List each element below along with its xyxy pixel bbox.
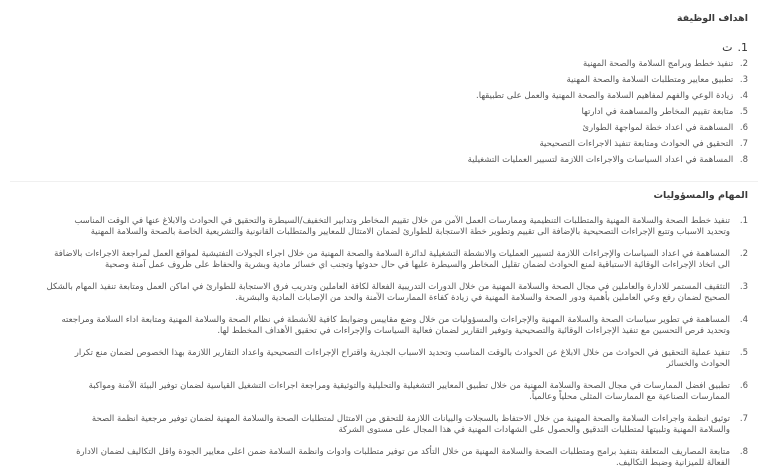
item-number: 5.: [739, 348, 748, 358]
section-divider: [10, 181, 758, 182]
list-item: [248, 88, 748, 104]
item-line: الحوادث والخسائر: [666, 359, 730, 369]
tasks-heading: المهام والمسؤوليات: [653, 190, 748, 201]
list-item: [30, 348, 748, 370]
item-line: تنفيذ خطط الصحة والسلامة المهنية والمتطلبات التنظيمية وممارسات العمل الآمن من خلال تقييم المخاطر وتدابير التخفيف/السيطرة والتحقيق في الحوادث والابلاغ عنها في الوقت المناسب: [74, 216, 730, 226]
item-number: 8.: [739, 447, 748, 457]
item-number: 2.: [739, 59, 748, 69]
list-item: [30, 447, 748, 469]
item-number: 6.: [739, 123, 748, 133]
item-line: تطبيق افضل الممارسات في مجال الصحة والسلامة المهنية من خلال تطبيق المعايير التشغيلية والتحليلية والتوثيقية ومراجعة اجراءات التشغيل القياسية لضمان توفير البيئة الآمنة ومواكبة: [88, 381, 730, 391]
item-number: 2.: [739, 249, 748, 259]
item-text: متابعة تقييم المخاطر والمساهمة في ادارتها: [581, 107, 734, 117]
item-line: التثقيف المستمر للادارة والعاملين في مجال الصحة والسلامة المهنية من خلال الدورات التدريبية الفعالة لكافة العاملين وتدريب فرق الاستجابة للطوارئ في اماكن العمل ومتابعة تنفيذ المهام بالشكل: [46, 282, 730, 292]
list-item: [248, 136, 748, 152]
item-line: تنفيذ عملية التحقيق في الحوادث من خلال الابلاغ عن الحوادث بالوقت المناسب وتحديد الاسباب الجذرية واقتراح الإجراءات التصحيحية واعداد التقارير اللازمة بهذا الخصوص لضمان منع تكرار: [74, 348, 730, 358]
list-item: [30, 414, 748, 436]
item-line: المساهمة في اعداد السياسات والإجراءات اللازمة لتسيير العمليات والانشطة التشغيلية لدائرة السلامة والصحة المهنية من خلال اجراء الجولات التفتيشية لمواقع العمل لمراجعة الاجراءات بالاضافة: [54, 249, 730, 259]
item-text: المساهمة في اعداد خطة لمواجهة الطوارئ: [582, 123, 734, 133]
list-item: [30, 216, 748, 238]
item-text: ت: [722, 41, 733, 54]
objectives-list: [248, 40, 748, 168]
item-number: 8.: [739, 155, 748, 165]
item-text: زيادة الوعي والفهم لمفاهيم السلامة والصحة المهنية والعمل على تطبيقها.: [476, 91, 734, 101]
item-number: 3.: [739, 75, 748, 85]
list-item: [30, 282, 748, 304]
item-text: التحقيق في الحوادث ومتابعة تنفيذ الاجراءات التصحيحية: [539, 139, 734, 149]
item-line: المساهمة في تطوير سياسات الصحة والسلامة المهنية والإجراءات والمسؤوليات من خلال وضع مقاييس وضوابط كافية للأنشطة في نظام الصحة والسلامة المهنية ومتابعة اداء السلامة ومراجعته: [61, 315, 730, 325]
list-item: [248, 56, 748, 72]
list-item: [30, 249, 748, 271]
item-number: 3.: [739, 282, 748, 292]
list-item: [248, 104, 748, 120]
item-text: تنفيذ خطط وبرامج السلامة والصحة المهنية: [583, 59, 734, 69]
item-text: تطبيق معايير ومتطلبات السلامة والصحة المهنية: [566, 75, 734, 85]
item-number: 5.: [739, 107, 748, 117]
item-line: وتحديد فرص التحسين مع تنفيذ الإجراءات الوقائية والتصحيحية وتوفير التقارير لضمان فعالية السياسات والإجراءات في تحقيق الأهداف المخطط لها.: [217, 326, 730, 336]
item-number: 6.: [739, 381, 748, 391]
list-item: [248, 72, 748, 88]
objectives-heading: اهداف الوظيفة: [676, 13, 748, 24]
list-item: [248, 40, 748, 56]
list-item: [30, 381, 748, 403]
list-item: [30, 315, 748, 337]
item-number: 1.: [739, 216, 748, 226]
item-line: متابعة المصاريف المتعلقة بتنفيذ برامج ومتطلبات الصحة والسلامة المهنية من خلال التأكد من توفير متطلبات وادوات وانظمة السلامة ضمن اعلى معايير الجودة واقل التكاليف لضمان الادارة: [76, 447, 730, 457]
item-line: الصحيح لضمان رفع وعي العاملين بأهمية ودور الصحة والسلامة المهنية في زيادة كفاءة الممارسات الآمنة والحد من الإصابات المادية والبشرية.: [235, 293, 730, 303]
item-number: 1.: [737, 41, 748, 54]
item-line: وتحديد الاسباب وتتبع الإجراءات التصحيحية بالإضافة الى تقييم وتطوير خطة الاستجابة للطوارئ لضمان الامتثال للمعايير والمتطلبات القانونية والتشريعية الخاصة بالصحة والسلامة المهنية: [90, 227, 730, 237]
item-line: الى اتخاذ الإجراءات الوقائية الاستباقية لمنع الحوادث لضمان تقليل المخاطر والسيطرة عليها في حال حدوثها وتجنب اي خسائر مادية وبشرية والحفاظ على ظروف عمل آمنة وصحية: [105, 260, 730, 270]
item-line: والسلامة المهنية وتلبيتها لمتطلبات التدقيق والحصول على الشهادات المهنية في هذا المجال على مستوى الشركة: [338, 425, 730, 435]
item-number: 7.: [739, 139, 748, 149]
item-text: المساهمة في اعداد السياسات والاجراءات اللازمة لتسيير العمليات التشغيلية: [467, 155, 734, 165]
item-line: توثيق انظمة واجراءات السلامة والصحة المهنية من خلال الاحتفاظ بالسجلات والبيانات اللازمة للتحقق من الامتثال لمتطلبات الصحة والسلامة المهنية لضمان توفير مرجعية انظمة الصحة: [91, 414, 730, 424]
list-item: [248, 120, 748, 136]
item-number: 4.: [739, 315, 748, 325]
tasks-list: [30, 216, 748, 469]
item-number: 7.: [739, 414, 748, 424]
item-line: الممارسات الصناعية مع الممارسات المثلى محلياً وعالمياً.: [529, 392, 730, 402]
list-item: [248, 152, 748, 168]
item-number: 4.: [739, 91, 748, 101]
item-line: الفعالة للميزانية وضبط التكاليف.: [615, 458, 730, 468]
